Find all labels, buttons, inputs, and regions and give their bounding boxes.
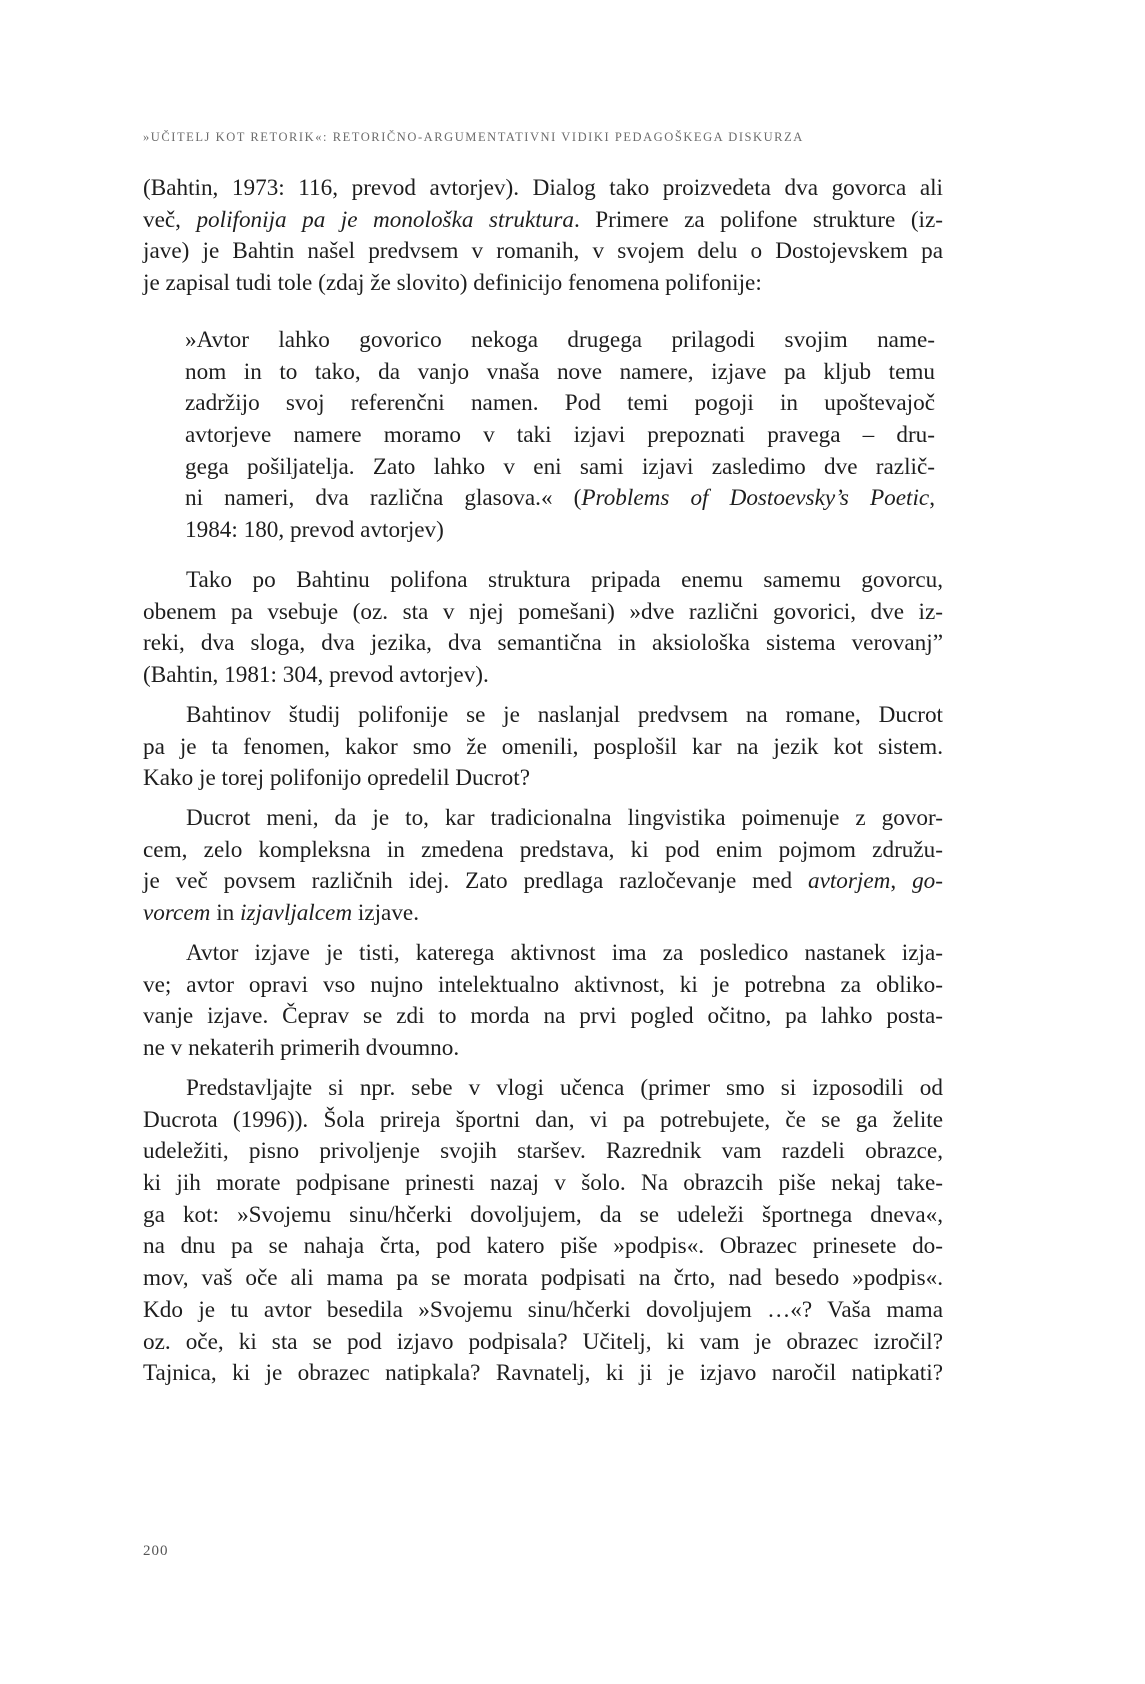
page-number: 200	[143, 1543, 169, 1559]
text-line	[143, 205, 943, 237]
text-line	[143, 763, 943, 795]
paragraph-6	[143, 1073, 943, 1390]
text-run: več,	[143, 206, 197, 233]
text-run: ni nameri, dva različna glasova.« (	[185, 485, 582, 512]
text-line	[143, 565, 943, 597]
text-run: Kako je torej polifonijo opredelil Ducrot?	[143, 765, 530, 792]
paragraph-5	[143, 938, 943, 1065]
text-line	[185, 388, 935, 420]
text-line	[143, 236, 943, 268]
text-line	[143, 938, 943, 970]
italic-text: izjavljalcem	[240, 900, 353, 927]
paragraph-4	[143, 803, 943, 930]
text-run: avtorjeve namere moramo v taki izjavi prepoznati pravega – dru-	[185, 422, 935, 449]
text-line	[143, 1105, 943, 1137]
text-run: (Bahtin, 1973: 116, prevod avtorjev). Dialog tako proizvedeta dva govorca ali	[143, 175, 943, 201]
text-line	[143, 173, 943, 205]
text-run: izjave.	[352, 900, 420, 927]
italic-text: vorcem	[143, 900, 211, 927]
text-run: ,	[929, 485, 936, 512]
text-line	[143, 1200, 943, 1232]
text-run: vanje izjave. Čeprav se zdi to morda na prvi pogled očitno, pa lahko posta-	[143, 1003, 943, 1030]
text-run: pa je ta fenomen, kakor smo že omenili, posplošil kar na jezik kot sistem.	[143, 733, 943, 760]
text-run: Tajnica, ki je obrazec natipkala? Ravnatelj, ki ji je izjavo naročil natipkati?	[143, 1360, 943, 1387]
text-run: je več povsem različnih idej. Zato predlaga razločevanje med	[143, 868, 808, 895]
text-run: Predstavljajte si npr. sebe v vlogi učenca (primer smo si izposodili od	[186, 1075, 943, 1101]
text-line	[143, 732, 943, 764]
text-run: Tako po Bahtinu polifona struktura pripada enemu samemu govorcu,	[186, 567, 943, 593]
text-line	[185, 357, 935, 389]
text-line	[143, 898, 943, 930]
text-run: je zapisal tudi tole (zdaj že slovito) definicijo fenomena polifonije:	[143, 270, 762, 297]
text-run: Ducrota (1996)). Šola prireja športni dan, vi pa potrebujete, če se ga želite	[143, 1106, 943, 1133]
text-line	[143, 1295, 943, 1327]
text-line	[143, 835, 943, 867]
text-run: . Primere za polifone strukture (iz-	[573, 206, 943, 233]
text-run: zadržijo svoj referenčni namen. Pod temi pogoji in upoštevajoč	[185, 390, 935, 417]
text-line	[143, 628, 943, 660]
text-run: ve; avtor opravi vso nujno intelektualno aktivnost, ki je potrebna za obliko-	[143, 971, 943, 998]
text-run: Ducrot meni, da je to, kar tradicionalna lingvistika poimenuje z govor-	[186, 805, 943, 831]
text-line	[185, 325, 935, 357]
text-line	[185, 420, 935, 452]
text-line	[143, 1136, 943, 1168]
text-run: oz. oče, ki sta se pod izjavo podpisala? Učitelj, ki vam je obrazec izročil?	[143, 1328, 943, 1355]
text-run: 1984: 180, prevod avtorjev)	[185, 517, 444, 544]
text-line	[143, 1073, 943, 1105]
italic-text: go-	[912, 868, 943, 895]
text-line	[185, 452, 935, 484]
text-run: ga kot: »Svojemu sinu/hčerki dovoljujem, da se udeleži športnega dneva«,	[143, 1201, 943, 1228]
text-line	[143, 803, 943, 835]
text-run: Avtor izjave je tisti, katerega aktivnost ima za posledico nastanek izja-	[186, 940, 943, 966]
paragraph-2	[143, 565, 943, 692]
text-line	[143, 1358, 943, 1390]
italic-text: avtorjem	[807, 868, 891, 895]
block-quote	[185, 325, 935, 547]
running-head: »UČITELJ KOT RETORIK«: RETORIČNO-ARGUMENTATIVNI VIDIKI PEDAGOŠKEGA DISKURZA	[143, 130, 804, 144]
text-line	[143, 268, 943, 300]
text-line	[143, 700, 943, 732]
italic-text: Problems of Dostoevsky’s Poetic	[581, 485, 930, 512]
text-run: Bahtinov študij polifonije se je naslanjal predvsem na romane, Ducrot	[186, 702, 943, 728]
text-run: Kdo je tu avtor besedila »Svojemu sinu/hčerki dovoljujem …«? Vaša mama	[143, 1296, 943, 1323]
text-line	[143, 1231, 943, 1263]
text-run: reki, dva sloga, dva jezika, dva semantična in aksiološka sistema verovanj”	[143, 630, 943, 657]
text-run: ki jih morate podpisane prinesti nazaj v šolo. Na obrazcih piše nekaj take-	[143, 1170, 943, 1197]
text-line	[143, 660, 943, 692]
text-run: gega pošiljatelja. Zato lahko v eni sami izjavi zasledimo dve različ-	[185, 453, 935, 480]
paragraph-1	[143, 173, 943, 300]
text-line	[143, 1168, 943, 1200]
text-line	[143, 866, 943, 898]
text-line	[143, 970, 943, 1002]
text-line	[185, 515, 935, 547]
text-line	[143, 1263, 943, 1295]
text-run: ,	[890, 868, 913, 895]
text-run: ne v nekaterih primerih dvoumno.	[143, 1035, 460, 1062]
text-line	[143, 1001, 943, 1033]
text-run: (Bahtin, 1981: 304, prevod avtorjev).	[143, 662, 489, 689]
text-run: mov, vaš oče ali mama pa se morata podpisati na črto, nad besedo »podpis«.	[143, 1265, 943, 1292]
text-line	[185, 483, 935, 515]
text-line	[143, 597, 943, 629]
text-run: udeležiti, pisno privoljenje svojih staršev. Razrednik vam razdeli obrazce,	[143, 1138, 943, 1165]
text-line	[143, 1033, 943, 1065]
text-run: in	[210, 900, 241, 927]
text-run: na dnu pa se nahaja črta, pod katero piše »podpis«. Obrazec prinesete do-	[143, 1233, 943, 1260]
text-run: obenem pa vsebuje (oz. sta v njej pomešani) »dve različni govorici, dve iz-	[143, 598, 943, 625]
italic-text: polifonija pa je monološka struktura	[196, 206, 574, 233]
text-run: cem, zelo kompleksna in zmedena predstava, ki pod enim pojmom združu-	[143, 836, 943, 863]
text-run: jave) je Bahtin našel predvsem v romanih, v svojem delu o Dostojevskem pa	[143, 238, 943, 265]
text-run: nom in to tako, da vanjo vnaša nove namere, izjave pa kljub temu	[185, 358, 935, 385]
paragraph-3	[143, 700, 943, 795]
text-run: »Avtor lahko govorico nekoga drugega prilagodi svojim name-	[185, 327, 935, 353]
text-line	[143, 1327, 943, 1359]
